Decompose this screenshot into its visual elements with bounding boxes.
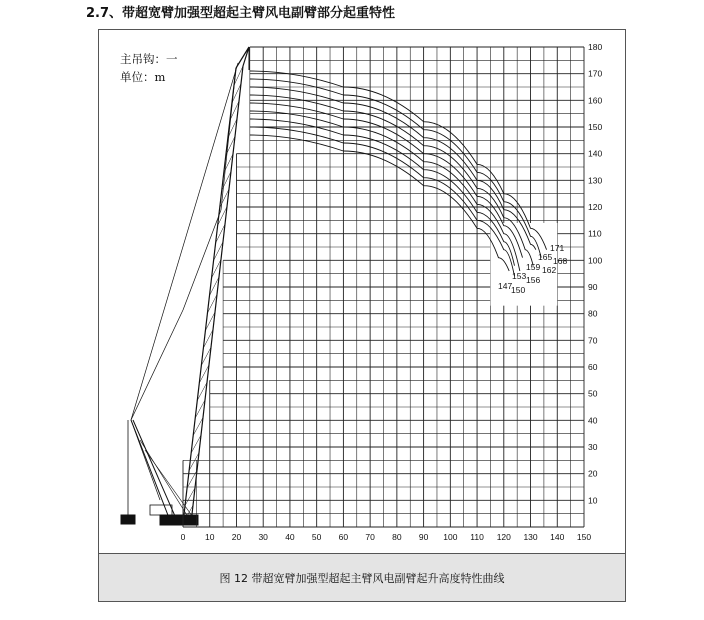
pendant-line <box>131 63 238 420</box>
curve-label-150: 150 <box>511 285 526 295</box>
x-tick-label: 130 <box>523 532 538 542</box>
curve-label-147: 147 <box>498 281 513 291</box>
x-tick-label: 70 <box>365 532 375 542</box>
y-tick-label: 180 <box>588 42 603 52</box>
x-tick-label: 150 <box>576 532 592 542</box>
crane-illustration <box>121 47 249 525</box>
page-title: 2.7、带超宽臂加强型超起主臂风电副臂部分起重特性 <box>86 6 396 21</box>
y-tick-label: 50 <box>588 388 598 399</box>
y-tick-label: 120 <box>588 202 603 212</box>
mast-line-2 <box>131 310 183 420</box>
curve-label-168: 168 <box>553 256 568 266</box>
mast-line <box>183 210 221 310</box>
superlift-counterweight <box>121 515 135 524</box>
y-tick-label: 170 <box>588 68 603 79</box>
fly-jib-right <box>243 47 249 66</box>
mast-brace <box>131 420 160 500</box>
y-tick-label: 10 <box>588 495 598 506</box>
x-tick-label: 30 <box>258 532 268 542</box>
x-tick-label: 90 <box>418 532 429 542</box>
x-tick-label: 10 <box>204 532 215 542</box>
curve-label-162: 162 <box>542 265 557 275</box>
x-tick-label: 120 <box>496 532 511 542</box>
y-axis-ticks <box>588 42 602 505</box>
curve-147 <box>250 135 509 271</box>
y-tick-label: 70 <box>588 335 598 346</box>
y-tick-label: 80 <box>588 308 598 319</box>
chart-curves <box>250 71 547 276</box>
y-tick-label: 150 <box>588 122 603 132</box>
legend-unit: 单位：m <box>120 70 166 84</box>
y-tick-label: 140 <box>588 148 603 159</box>
y-tick-label: 90 <box>588 282 598 292</box>
counterweight-block <box>150 505 172 515</box>
fly-jib-left <box>236 47 249 68</box>
mast-left <box>131 420 171 523</box>
x-tick-label: 40 <box>285 532 295 542</box>
curve-label-165: 165 <box>538 252 553 262</box>
x-tick-label: 20 <box>231 532 242 542</box>
y-tick-label: 160 <box>588 95 603 106</box>
curve-label-156: 156 <box>526 275 541 285</box>
y-tick-label: 110 <box>588 228 602 239</box>
x-tick-label: 80 <box>392 532 402 542</box>
x-tick-label: 0 <box>180 532 186 542</box>
y-tick-label: 60 <box>588 362 598 372</box>
x-tick-label: 100 <box>443 532 458 542</box>
figure-caption-box <box>98 553 626 602</box>
x-tick-label: 50 <box>311 532 322 542</box>
mast-right <box>133 420 178 523</box>
y-tick-label: 100 <box>588 255 603 266</box>
curve-label-153: 153 <box>512 271 527 281</box>
curve-label-171: 171 <box>550 243 565 253</box>
legend-hook: 主吊钩：一 <box>120 52 178 66</box>
y-tick-label: 30 <box>588 442 598 452</box>
x-axis-ticks <box>181 532 592 542</box>
curve-label-159: 159 <box>526 262 541 272</box>
x-tick-label: 140 <box>550 532 565 542</box>
y-tick-label: 130 <box>588 175 603 186</box>
x-tick-label: 110 <box>470 532 484 542</box>
y-tick-label: 40 <box>588 415 598 426</box>
figure-caption: 图 12 带超宽臂加强型超起主臂风电副臂起升高度特性曲线 <box>219 571 505 585</box>
x-tick-label: 60 <box>338 532 349 542</box>
y-tick-label: 20 <box>588 468 598 479</box>
